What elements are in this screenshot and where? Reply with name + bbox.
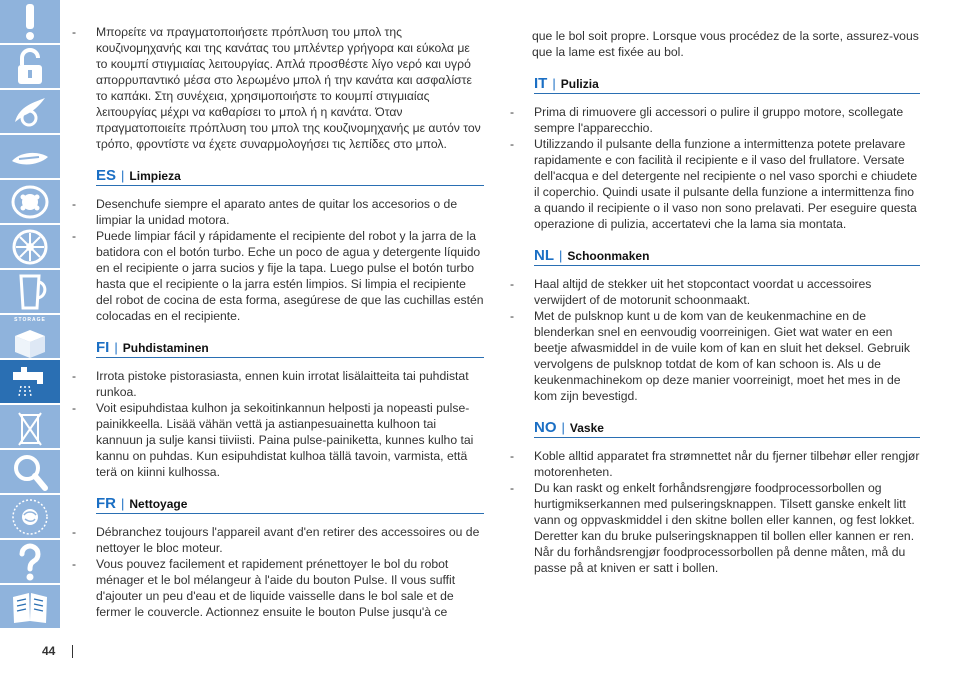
section-title: Puhdistaminen [122,341,209,355]
section-code: FI [96,339,110,356]
continued-paragraph: que le bol soit propre. Lorsque vous procédez de la sorte, assurez-vous que la lame est fixée au bol. [532,29,919,59]
disc-icon [0,135,60,179]
sidebar-icon-strip [0,0,60,638]
list-item: - Irrota pistoke pistorasiasta, ennen kuin irrotat lisälaitteita tai puhdistat runkoa. [72,369,469,399]
list-item: - Prima di rimuovere gli accessori o pulire il gruppo motore, scollegate sempre l'apparecchio. [510,105,904,135]
kneading-accessory-icon [0,225,60,269]
section-separator: | [552,76,556,91]
section-title: Pulizia [560,77,599,91]
section-code: IT [534,75,548,92]
question-icon [0,540,60,584]
list-item: - Koble alltid apparatet fra strømnettet når du fjerner tilbehør eller rengjør motorenheten. [510,449,920,479]
page-number: 44 [42,644,56,658]
section-title: Vaske [569,421,604,435]
section-title: Nettoyage [129,497,188,511]
section-header-fi [96,340,484,358]
cleaning-tap-icon [0,360,60,404]
list-item: - Débranchez toujours l'appareil avant d'en retirer des accessoires ou de nettoyer le bloc moteur. [72,525,480,555]
section-header-no [534,420,920,438]
section-header-it [534,76,920,94]
warning-icon [0,0,60,44]
storage-box-icon: STORAGE [0,315,60,359]
section-separator: | [121,496,125,511]
section-code: NO [534,419,557,436]
section-header-nl [534,248,920,266]
blender-jar-icon [0,270,60,314]
section-separator: | [121,168,125,183]
emulsifying-disc-icon [0,180,60,224]
section-title: Limpieza [129,169,181,183]
list-item: - Met de pulsknop kunt u de kom van de keukenmachine en de blenderkan snel en eenvoudig voorreinigen. Giet wat water en een beetje afwasmiddel in de vuile kom of kan en sluit het deksel. Gebruik vervolgens de pulsknop totdat de kom of kan schoon is. Als u de keukenmachinekom op deze manier voorreinigt, moet het mes in de kom zijn bevestigd. [510,309,910,403]
recipe-book-icon [0,585,60,629]
recycle-bin-icon [0,405,60,449]
page-number-divider [72,645,73,658]
list-item: - Voit esipuhdistaa kulhon ja sekoitinkannun helposti ja nopeasti pulse-painikkeella. Lisää vähän vettä ja astianpesuainetta kulhoon tai kannuun ja sulje kansi tiiviisti. Paina pulse-painiketta, kunnes kulho tai kannu on puhdas. Kun esipuhdistat kulhoa tällä tavoin, varmista, että terä on kiinni kulhossa. [72,401,474,479]
list-item: - Haal altijd de stekker uit het stopcontact voordat u accessoires verwijdert of de motorunit schoonmaakt. [510,277,872,307]
section-separator: | [559,248,563,263]
section-code: FR [96,495,116,512]
section-code: NL [534,247,554,264]
greek-paragraph: Μπορείτε να πραγματοποιήσετε πρόπλυση του μπολ της κουζινομηχανής και της κανάτας του μπλέντερ γρήγορα και εύκολα με το κουμπί στιγμιαίας λειτουργίας. Απλά προσθέστε λίγο νερό και υγρό απορρυπαντικό μέσα στο λερωμένο μπολ ή την κανάτα και ασφαλίστε το καπάκι. Στη συνέχεια, χρησιμοποιήστε το κουμπί στιγμιαίας λειτουργίας μέχρι να καθαρίσει το μπολ ή η κανάτα. Όταν πραγματοποιείτε πρόπλυση του μπολ της κουζινομηχανής με αυτόν τον τρόπο, φροντίστε να έχετε συναρμολογήσει τις λεπίδες στο μπολ. [96,25,481,151]
blade-icon [0,90,60,134]
list-item: - Du kan raskt og enkelt forhåndsrengjøre foodprocessorbollen og hurtigmikserkannen med pulseringsknappen. Tilsett ganske enkelt litt vann og oppvaskmiddel i den skitne bollen eller kannen, og fest lokket. Deretter kan du bruke pulseringsknappen til bollen eller kannen er ren. Når du forhåndsrengjør foodprocessorbollen på denne måten, må du passe på at kniven er satt i bollen. [510,481,915,575]
list-item: - Vous pouvez facilement et rapidement prénettoyer le bol du robot ménager et le bol mélangeur à l'aide du bouton Pulse. Il vous suffit d'ajouter un peu d'eau et de liquide vaisselle dans le bol sale et de fermer le couvercle. Actionnez ensuite le bouton Pulse jusqu'à ce [72,557,456,619]
magnifier-icon [0,450,60,494]
worldwide-guarantee-icon [0,495,60,539]
left-column [72,24,484,620]
section-code: ES [96,167,117,184]
section-title: Schoonmaken [567,249,650,263]
lock-icon [0,45,60,89]
list-item: - Desenchufe siempre el aparato antes de quitar los accesorios o de limpiar la unidad motora. [72,197,458,227]
section-separator: | [114,340,118,355]
list-item: - Puede limpiar fácil y rápidamente el recipiente del robot y la jarra de la batidora con el botón turbo. Eche un poco de agua y detergente líquido en el recipiente o jarra sucios y fije la tapa. Luego pulse el botón turbo hasta que el recipiente o la jarra estén limpios. Si limpia el recipiente del robot de cocina de esta forma, asegúrese de que las cuchillas estén colocadas en el recipiente. [72,229,484,323]
section-separator: | [561,420,565,435]
right-column [510,28,920,576]
list-item: - Μπορείτε να πραγματοποιήσετε πρόπλυση του μπολ της κουζινομηχανής και της κανάτας του μπλέντερ γρήγορα και εύκολα με το κουμπί στιγμιαίας λειτουργίας. Απλά προσθέστε λίγο νερό και υγρό απορρυπαντικό μέσα στο λερωμένο μπολ ή την κανάτα και ασφαλίστε το καπάκι. Στη συνέχεια, χρησιμοποιήστε το κουμπί στιγμιαίας λειτουργίας μέχρι να καθαρίσει το μπολ ή η κανάτα. Όταν πραγματοποιείτε πρόπλυση του μπολ της κουζινομηχανής με αυτόν τον τρόπο, φροντίστε να έχετε συναρμολογήσει τις λεπίδες στο μπολ. [72,24,484,152]
section-header-fr [96,496,484,514]
section-header-es [96,168,484,186]
list-item: - Utilizzando il pulsante della funzione a intermittenza potete prelavare rapidamente e con facilità il recipiente e il vaso del frullatore. Versate dell'acqua e del detergente nel recipiente o nel vaso sporchi e chiudete il coperchio. Quindi usate il pulsante della funzione a intermittenza fino a quando il recipiente o il vaso non sono prelavati. Per eseguire questa operazione di pulizia, accertatevi che la lama sia montata. [510,137,918,231]
